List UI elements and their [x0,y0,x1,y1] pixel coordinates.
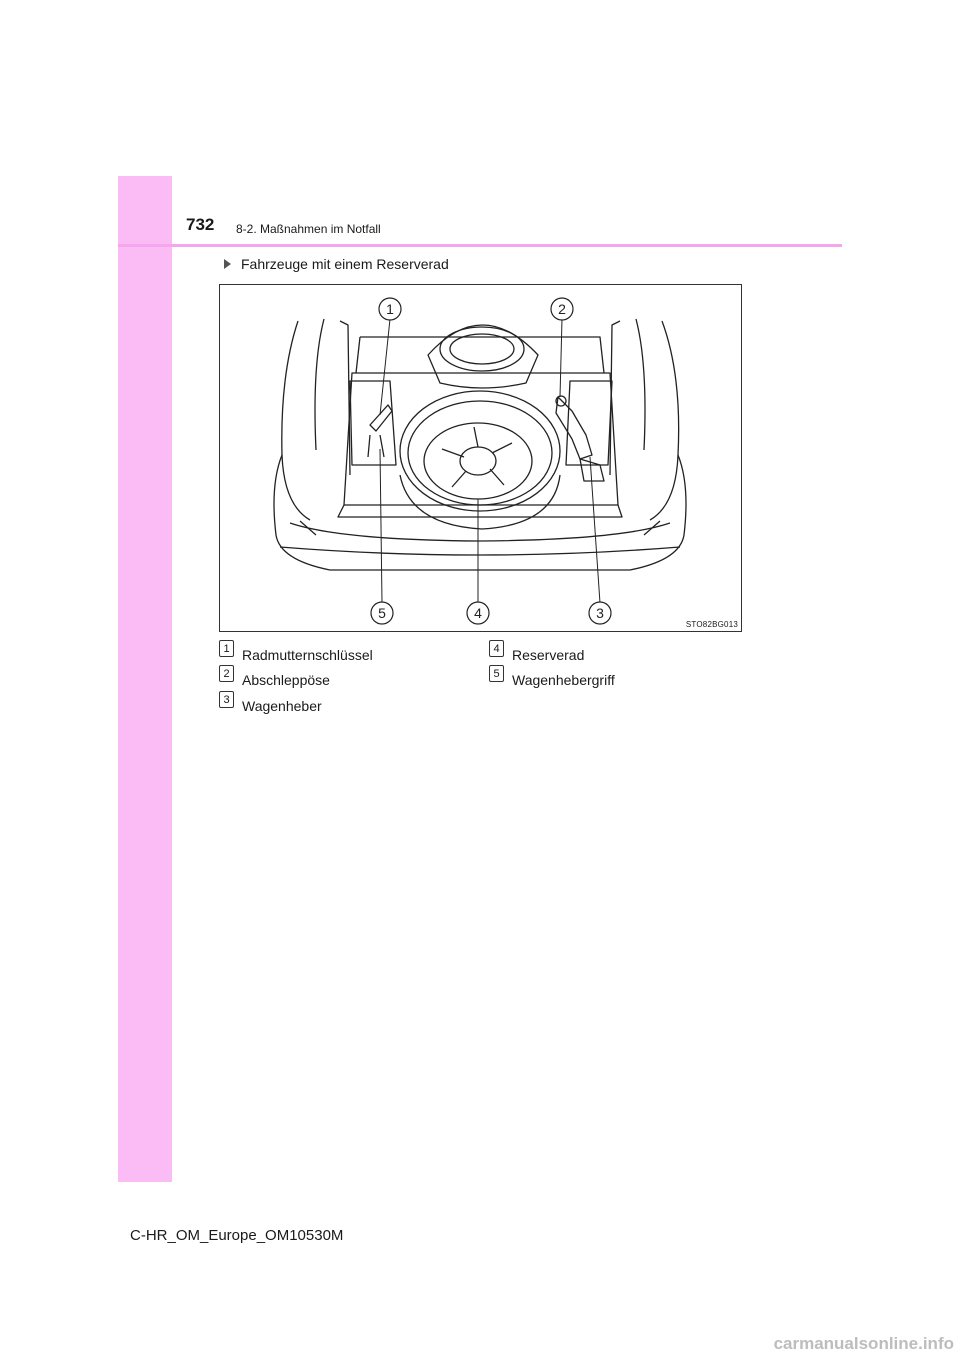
triangle-bullet-icon [224,259,231,269]
callout-5: 5 [378,605,386,621]
legend-number-badge: 3 [219,691,234,708]
side-tab-band [118,176,172,1182]
trunk-illustration [220,285,741,631]
legend-label: Reserverad [512,646,585,663]
legend-item-3 [219,693,322,714]
section-title: 8-2. Maßnahmen im Notfall [236,222,381,236]
legend-item-5 [489,667,615,688]
legend-number-badge: 1 [219,640,234,657]
legend-label: Radmutternschlüssel [242,646,373,663]
page-number: 732 [186,215,215,234]
legend-item-1 [219,642,373,663]
callout-2: 2 [558,301,566,317]
spare-tire-figure [219,284,742,632]
legend-number-badge: 4 [489,640,504,657]
subheading [224,256,449,272]
document-id: C-HR_OM_Europe_OM10530M [130,1227,344,1244]
legend-number-badge: 5 [489,665,504,682]
legend-label: Wagenhebergriff [512,671,615,688]
callout-3: 3 [596,605,604,621]
legend-number-badge: 2 [219,665,234,682]
subheading-text: Fahrzeuge mit einem Reserverad [241,256,449,272]
legend-item-2 [219,667,330,688]
legend-label: Abschleppöse [242,671,330,688]
legend-item-4 [489,642,585,663]
watermark: carmanualsonline.info [773,1334,954,1353]
callout-4: 4 [474,605,482,621]
legend-label: Wagenheber [242,697,322,714]
callout-1: 1 [386,301,394,317]
figure-code: STO82BG013 [685,620,738,629]
header-rule [118,244,842,247]
